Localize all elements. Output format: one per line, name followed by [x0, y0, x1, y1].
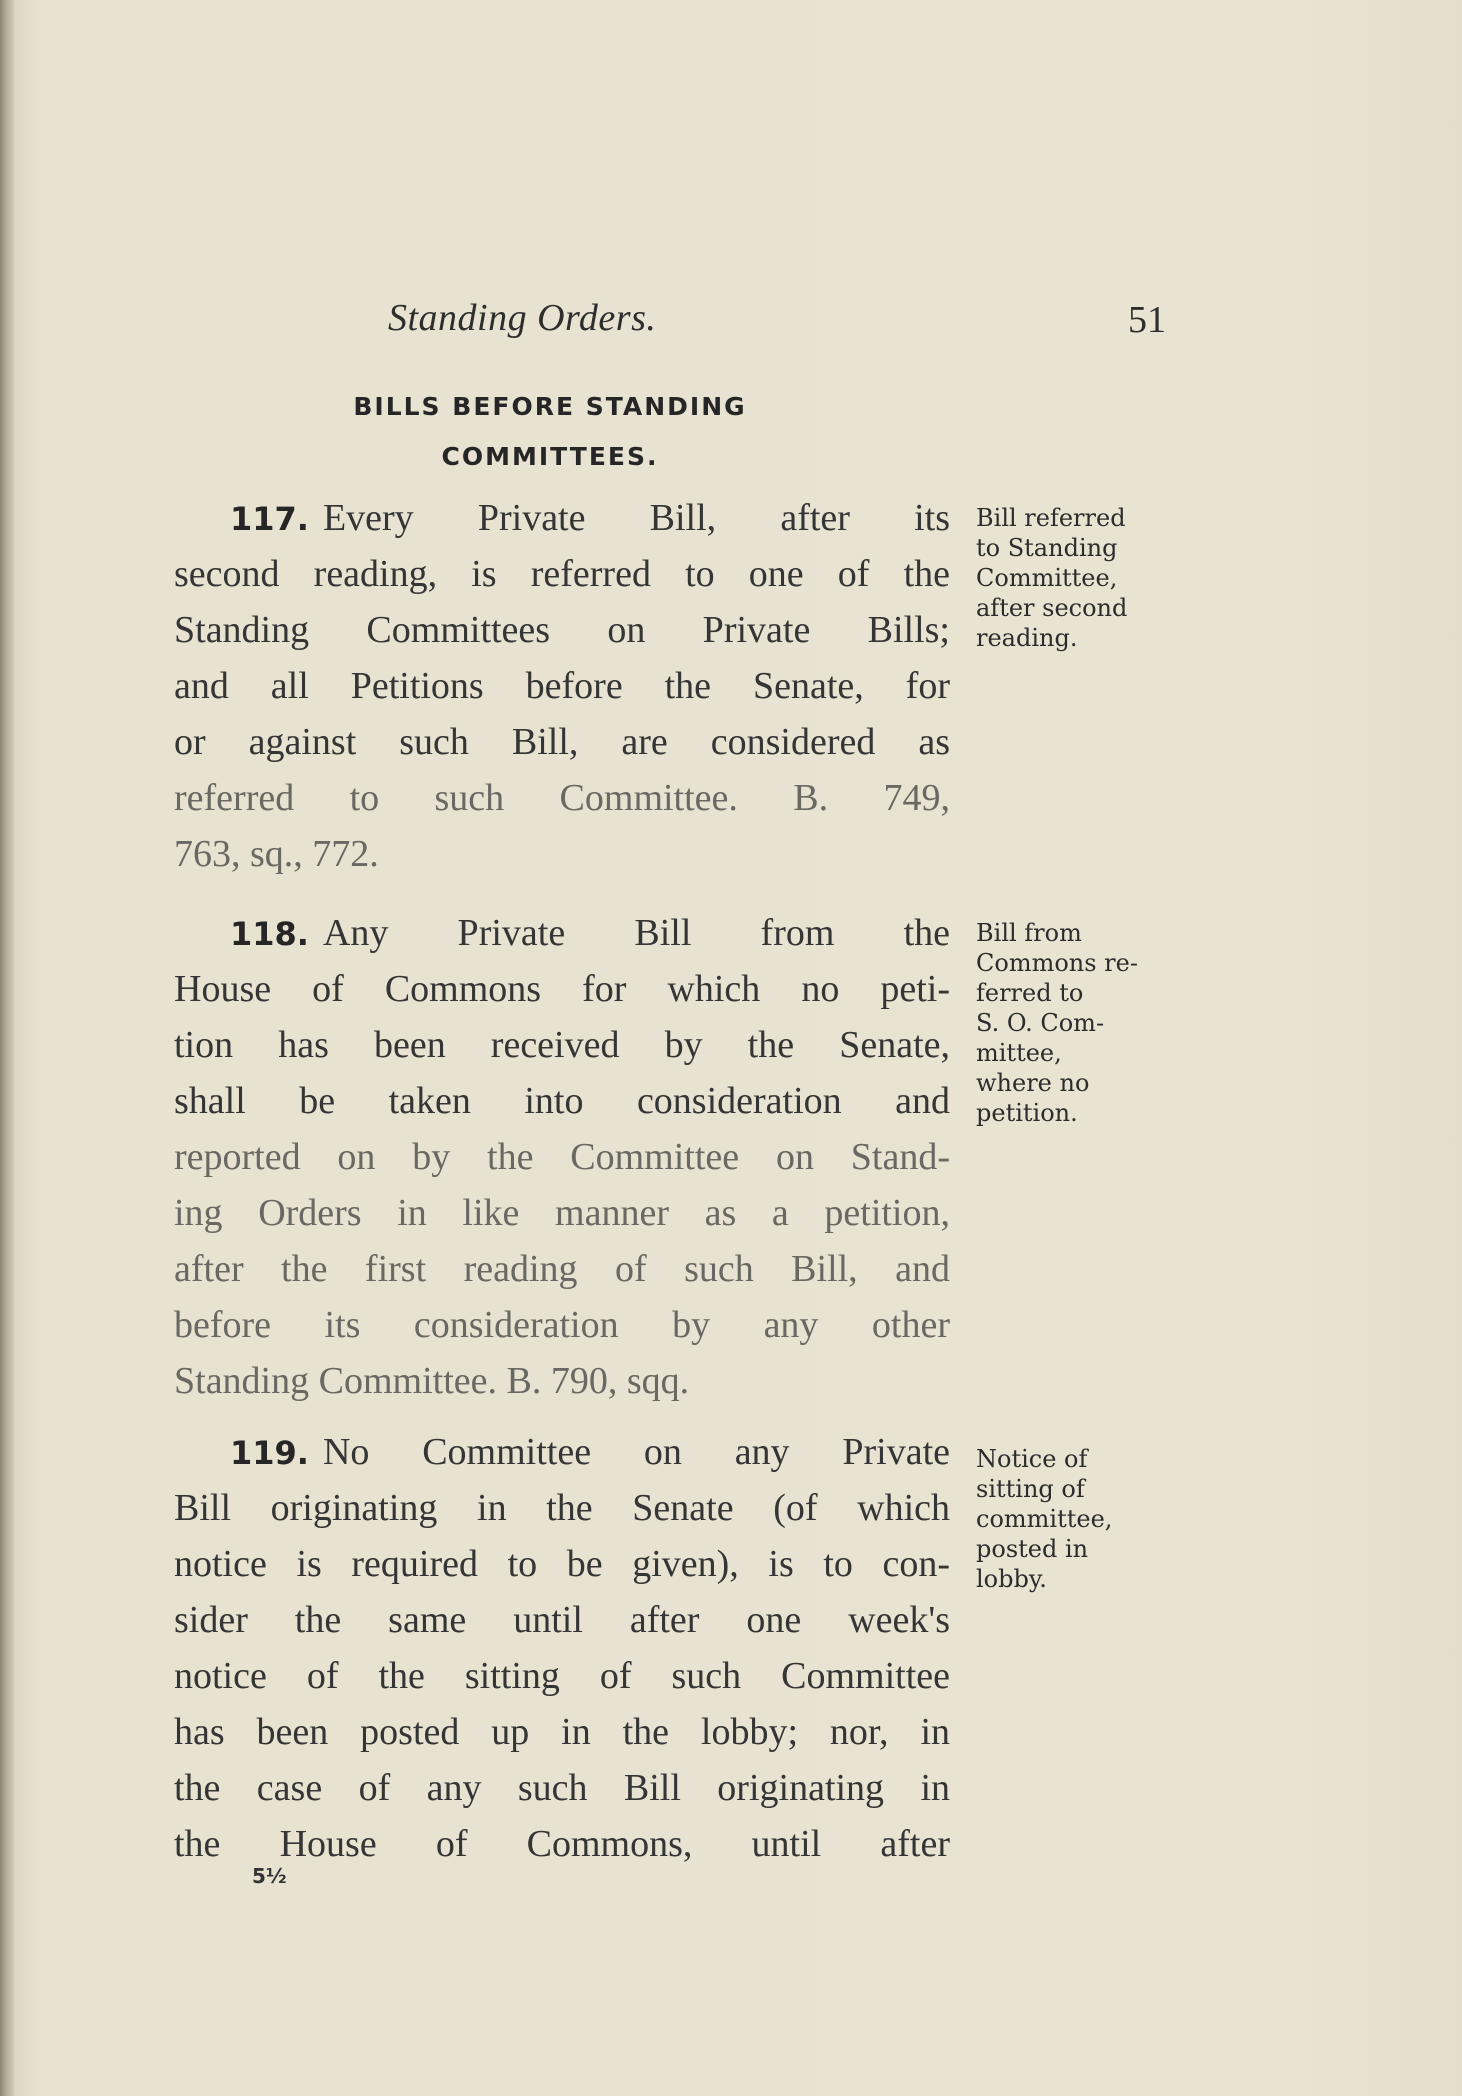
text-line: the case of any such Bill originating in [174, 1767, 950, 1809]
margin-note-line: to Standing [976, 534, 1118, 562]
text-line: tion has been received by the Senate, [174, 1024, 950, 1066]
text-line: reported on by the Committee on Stand- [174, 1136, 950, 1178]
text-line: sider the same until after one week's [174, 1599, 950, 1641]
signature-mark: 5½ [252, 1864, 287, 1888]
margin-note-line: mittee, [976, 1039, 1062, 1067]
text-line: has been posted up in the lobby; nor, in [174, 1711, 950, 1753]
text-line: after the first reading of such Bill, and [174, 1248, 950, 1290]
text-line: notice of the sitting of such Committee [174, 1655, 950, 1697]
section-heading-line-1: BILLS BEFORE STANDING [353, 392, 747, 421]
running-title: Standing Orders. [388, 297, 657, 339]
text-line: second reading, is referred to one of the [174, 553, 950, 595]
margin-note-119 [976, 1444, 1186, 1594]
margin-note-line: posted in [976, 1535, 1089, 1563]
section-117-text [174, 490, 950, 882]
margin-note-line: Committee, [976, 564, 1118, 592]
text-line: 117. Every Private Bill, after its [230, 497, 950, 539]
text-line: Bill originating in the Senate (of which [174, 1487, 950, 1529]
section-number: 118. [230, 915, 309, 953]
page-binding-edge [0, 0, 14, 2096]
text-line: referred to such Committee. B. 749, [174, 777, 950, 819]
text-line: or against such Bill, are considered as [174, 721, 950, 763]
text-line: before its consideration by any other [174, 1304, 950, 1346]
margin-note-line: ferred to [976, 979, 1084, 1007]
text-line: ing Orders in like manner as a petition, [174, 1192, 950, 1234]
margin-note-line: committee, [976, 1505, 1113, 1533]
margin-note-118 [976, 918, 1186, 1128]
text-line: Standing Committees on Private Bills; [174, 609, 950, 651]
margin-note-line: Bill from [976, 919, 1082, 947]
margin-note-line: Notice of [976, 1445, 1088, 1473]
section-number: 119. [230, 1434, 309, 1472]
margin-note-117 [976, 503, 1186, 653]
section-number: 117. [230, 500, 309, 538]
text-line: House of Commons for which no peti- [174, 968, 950, 1010]
text-line: notice is required to be given), is to con- [174, 1543, 950, 1585]
margin-note-line: after second [976, 594, 1128, 622]
text-line: and all Petitions before the Senate, for [174, 665, 950, 707]
text-line: shall be taken into consideration and [174, 1080, 950, 1122]
section-heading [170, 382, 930, 482]
margin-note-line: sitting of [976, 1475, 1085, 1503]
text-line: 763, sq., 772. [174, 833, 379, 875]
margin-note-line: S. O. Com- [976, 1009, 1105, 1037]
text-line: Standing Committee. B. 790, sqq. [174, 1360, 690, 1402]
section-119-text [174, 1424, 950, 1872]
section-heading-line-2: COMMITTEES. [441, 442, 659, 471]
text-line: the House of Commons, until after [174, 1823, 950, 1865]
text-line: 118. Any Private Bill from the [230, 912, 950, 954]
margin-note-line: reading. [976, 624, 1078, 652]
margin-note-line: Commons re- [976, 949, 1138, 977]
margin-note-line: Bill referred [976, 504, 1126, 532]
margin-note-line: lobby. [976, 1565, 1047, 1593]
page-number: 51 [1128, 299, 1166, 341]
text-line: 119. No Committee on any Private [230, 1431, 950, 1473]
margin-note-line: where no [976, 1069, 1090, 1097]
section-118-text [174, 905, 950, 1409]
margin-note-line: petition. [976, 1099, 1078, 1127]
